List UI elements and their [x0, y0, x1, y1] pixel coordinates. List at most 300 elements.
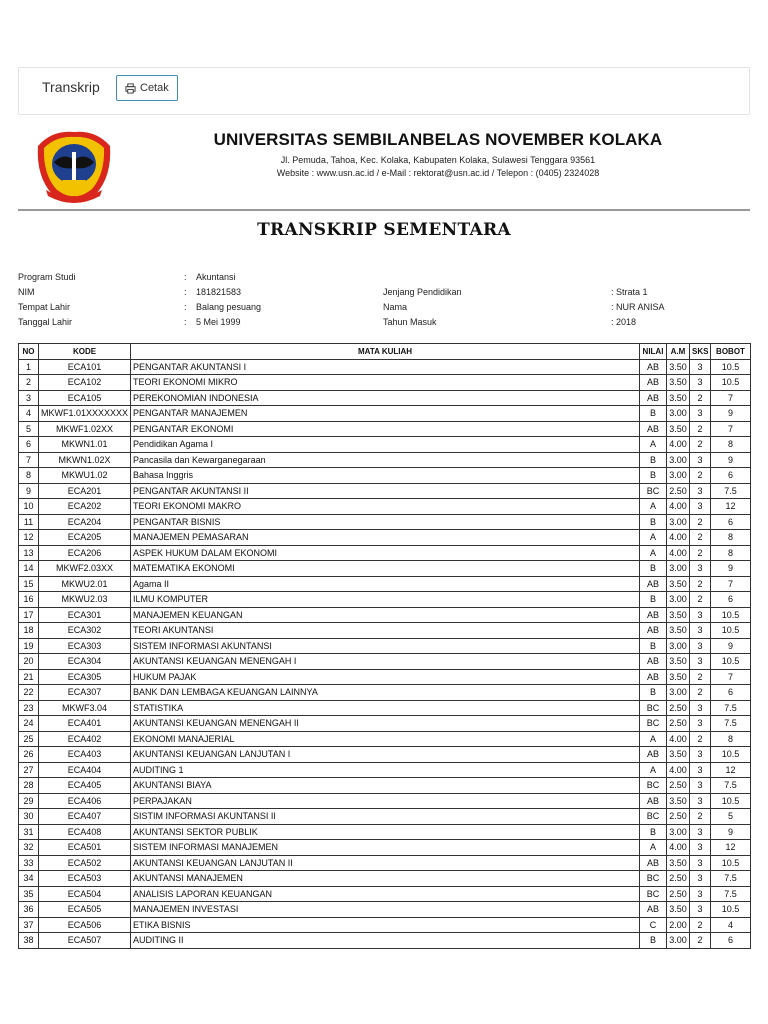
nim-value: 181821583 [196, 287, 242, 297]
row-code: ECA204 [39, 514, 131, 530]
row-code: MKWN1.01 [39, 437, 131, 453]
row-no: 33 [19, 855, 39, 871]
row-grade: B [640, 514, 667, 530]
row-grade: B [640, 561, 667, 577]
header-divider [18, 209, 750, 211]
name-label: Nama [383, 302, 408, 312]
row-no: 34 [19, 871, 39, 887]
row-weight: 8 [711, 530, 751, 546]
row-weight: 12 [711, 840, 751, 856]
row-grade: B [640, 685, 667, 701]
row-code: MKWF1.01XXXXXXX [39, 406, 131, 422]
row-grade: AB [640, 375, 667, 391]
row-sks: 2 [690, 545, 711, 561]
name-value: : NUR ANISA [611, 302, 665, 312]
table-row [19, 437, 751, 453]
row-grade: A [640, 545, 667, 561]
row-course: ETIKA BISNIS [131, 917, 640, 933]
row-no: 10 [19, 499, 39, 515]
row-no: 23 [19, 700, 39, 716]
row-code: ECA206 [39, 545, 131, 561]
birthdate-colon: : [184, 317, 187, 327]
row-am: 3.00 [667, 685, 690, 701]
table-row [19, 809, 751, 825]
row-am: 4.00 [667, 545, 690, 561]
row-weight: 6 [711, 685, 751, 701]
row-am: 3.50 [667, 359, 690, 375]
table-row [19, 654, 751, 670]
row-no: 24 [19, 716, 39, 732]
row-am: 3.50 [667, 669, 690, 685]
row-no: 15 [19, 576, 39, 592]
row-course: SISTEM INFORMASI MANAJEMEN [131, 840, 640, 856]
row-code: ECA301 [39, 607, 131, 623]
row-sks: 2 [690, 809, 711, 825]
row-no: 16 [19, 592, 39, 608]
row-am: 3.50 [667, 576, 690, 592]
table-row [19, 747, 751, 763]
row-course: AKUNTANSI SEKTOR PUBLIK [131, 824, 640, 840]
row-am: 2.50 [667, 700, 690, 716]
row-grade: B [640, 406, 667, 422]
row-weight: 7.5 [711, 483, 751, 499]
row-course: TEORI EKONOMI MAKRO [131, 499, 640, 515]
row-course: PENGANTAR MANAJEMEN [131, 406, 640, 422]
row-weight: 12 [711, 762, 751, 778]
row-code: MKWU1.02 [39, 468, 131, 484]
row-sks: 3 [690, 375, 711, 391]
row-course: AKUNTANSI KEUANGAN MENENGAH II [131, 716, 640, 732]
row-no: 28 [19, 778, 39, 794]
row-code: ECA305 [39, 669, 131, 685]
row-grade: AB [640, 623, 667, 639]
header-grade: NILAI [640, 344, 667, 360]
row-no: 30 [19, 809, 39, 825]
grades-table-body [19, 359, 751, 948]
row-code: MKWF2.03XX [39, 561, 131, 577]
table-row [19, 669, 751, 685]
row-grade: AB [640, 855, 667, 871]
row-am: 4.00 [667, 762, 690, 778]
row-no: 9 [19, 483, 39, 499]
row-no: 12 [19, 530, 39, 546]
row-weight: 7.5 [711, 716, 751, 732]
table-row [19, 576, 751, 592]
row-code: MKWU2.01 [39, 576, 131, 592]
row-course: AKUNTANSI KEUANGAN MENENGAH I [131, 654, 640, 670]
row-am: 3.00 [667, 514, 690, 530]
row-grade: AB [640, 421, 667, 437]
row-am: 3.00 [667, 452, 690, 468]
row-course: MANAJEMEN INVESTASI [131, 902, 640, 918]
row-weight: 6 [711, 933, 751, 949]
row-no: 29 [19, 793, 39, 809]
row-course: MATEMATIKA EKONOMI [131, 561, 640, 577]
row-code: MKWF3.04 [39, 700, 131, 716]
row-am: 3.50 [667, 793, 690, 809]
row-grade: B [640, 638, 667, 654]
row-sks: 2 [690, 731, 711, 747]
row-course: AKUNTANSI BIAYA [131, 778, 640, 794]
row-code: ECA404 [39, 762, 131, 778]
row-code: ECA505 [39, 902, 131, 918]
row-am: 4.00 [667, 840, 690, 856]
row-course: HUKUM PAJAK [131, 669, 640, 685]
row-am: 3.00 [667, 406, 690, 422]
row-sks: 3 [690, 638, 711, 654]
header-course: MATA KULIAH [131, 344, 640, 360]
row-sks: 3 [690, 700, 711, 716]
table-row [19, 561, 751, 577]
row-grade: AB [640, 654, 667, 670]
row-am: 2.50 [667, 778, 690, 794]
row-sks: 3 [690, 623, 711, 639]
row-weight: 7 [711, 421, 751, 437]
row-am: 2.00 [667, 917, 690, 933]
table-row [19, 700, 751, 716]
row-grade: BC [640, 871, 667, 887]
row-weight: 5 [711, 809, 751, 825]
table-row [19, 499, 751, 515]
row-sks: 2 [690, 669, 711, 685]
row-code: ECA202 [39, 499, 131, 515]
row-grade: B [640, 452, 667, 468]
row-course: PENGANTAR AKUNTANSI I [131, 359, 640, 375]
row-grade: A [640, 731, 667, 747]
row-am: 2.50 [667, 871, 690, 887]
row-grade: B [640, 933, 667, 949]
row-code: ECA506 [39, 917, 131, 933]
row-course: AKUNTANSI KEUANGAN LANJUTAN I [131, 747, 640, 763]
table-row [19, 793, 751, 809]
row-sks: 3 [690, 902, 711, 918]
program-label: Program Studi [18, 272, 76, 282]
row-weight: 6 [711, 468, 751, 484]
row-weight: 9 [711, 824, 751, 840]
row-grade: AB [640, 902, 667, 918]
row-code: MKWN1.02X [39, 452, 131, 468]
table-row [19, 933, 751, 949]
table-row [19, 840, 751, 856]
row-am: 4.00 [667, 731, 690, 747]
table-row [19, 638, 751, 654]
row-am: 3.00 [667, 561, 690, 577]
row-course: ANALISIS LAPORAN KEUANGAN [131, 886, 640, 902]
row-no: 2 [19, 375, 39, 391]
row-am: 3.50 [667, 390, 690, 406]
row-course: Pancasila dan Kewarganegaraan [131, 452, 640, 468]
row-sks: 3 [690, 778, 711, 794]
row-no: 22 [19, 685, 39, 701]
row-course: TEORI AKUNTANSI [131, 623, 640, 639]
row-weight: 10.5 [711, 607, 751, 623]
toolbar [18, 67, 750, 115]
row-weight: 6 [711, 592, 751, 608]
row-no: 7 [19, 452, 39, 468]
row-weight: 12 [711, 499, 751, 515]
row-sks: 2 [690, 437, 711, 453]
row-no: 31 [19, 824, 39, 840]
row-sks: 3 [690, 499, 711, 515]
row-course: AKUNTANSI MANAJEMEN [131, 871, 640, 887]
row-grade: A [640, 530, 667, 546]
row-weight: 7.5 [711, 778, 751, 794]
row-code: ECA408 [39, 824, 131, 840]
row-am: 3.50 [667, 623, 690, 639]
row-course: TEORI EKONOMI MIKRO [131, 375, 640, 391]
row-sks: 2 [690, 390, 711, 406]
row-no: 20 [19, 654, 39, 670]
row-weight: 8 [711, 731, 751, 747]
row-weight: 7 [711, 390, 751, 406]
row-am: 2.50 [667, 809, 690, 825]
row-code: MKWF1.02XX [39, 421, 131, 437]
row-sks: 3 [690, 607, 711, 623]
row-grade: A [640, 840, 667, 856]
row-sks: 3 [690, 824, 711, 840]
nim-colon: : [184, 287, 187, 297]
university-logo-icon [32, 126, 116, 206]
row-grade: B [640, 468, 667, 484]
row-grade: AB [640, 793, 667, 809]
row-sks: 2 [690, 514, 711, 530]
row-weight: 10.5 [711, 902, 751, 918]
table-row [19, 731, 751, 747]
row-am: 4.00 [667, 530, 690, 546]
row-code: ECA303 [39, 638, 131, 654]
row-course: PENGANTAR AKUNTANSI II [131, 483, 640, 499]
row-grade: B [640, 592, 667, 608]
row-no: 26 [19, 747, 39, 763]
row-weight: 10.5 [711, 855, 751, 871]
row-weight: 7.5 [711, 886, 751, 902]
row-am: 4.00 [667, 499, 690, 515]
row-code: ECA304 [39, 654, 131, 670]
row-weight: 10.5 [711, 654, 751, 670]
table-row [19, 592, 751, 608]
row-sks: 3 [690, 762, 711, 778]
row-code: ECA502 [39, 855, 131, 871]
row-code: ECA504 [39, 886, 131, 902]
row-am: 3.50 [667, 421, 690, 437]
row-am: 3.50 [667, 375, 690, 391]
birthplace-value: Balang pesuang [196, 302, 262, 312]
row-course: PENGANTAR EKONOMI [131, 421, 640, 437]
row-no: 3 [19, 390, 39, 406]
row-am: 2.50 [667, 716, 690, 732]
row-course: Pendidikan Agama I [131, 437, 640, 453]
row-no: 21 [19, 669, 39, 685]
row-code: MKWU2.03 [39, 592, 131, 608]
row-sks: 3 [690, 747, 711, 763]
row-weight: 8 [711, 545, 751, 561]
row-sks: 3 [690, 871, 711, 887]
row-weight: 9 [711, 406, 751, 422]
row-course: MANAJEMEN KEUANGAN [131, 607, 640, 623]
row-course: Bahasa Inggris [131, 468, 640, 484]
row-weight: 10.5 [711, 793, 751, 809]
row-grade: BC [640, 483, 667, 499]
row-sks: 2 [690, 685, 711, 701]
row-grade: AB [640, 747, 667, 763]
row-am: 3.50 [667, 902, 690, 918]
table-header-row [19, 344, 751, 360]
row-course: MANAJEMEN PEMASARAN [131, 530, 640, 546]
row-sks: 2 [690, 468, 711, 484]
row-course: ASPEK HUKUM DALAM EKONOMI [131, 545, 640, 561]
row-sks: 3 [690, 840, 711, 856]
row-code: ECA403 [39, 747, 131, 763]
row-code: ECA101 [39, 359, 131, 375]
row-course: EKONOMI MANAJERIAL [131, 731, 640, 747]
row-grade: A [640, 437, 667, 453]
row-sks: 3 [690, 406, 711, 422]
row-no: 6 [19, 437, 39, 453]
entry-year-label: Tahun Masuk [383, 317, 437, 327]
row-code: ECA405 [39, 778, 131, 794]
row-sks: 2 [690, 530, 711, 546]
row-sks: 2 [690, 917, 711, 933]
row-no: 36 [19, 902, 39, 918]
table-row [19, 452, 751, 468]
print-button-label: Cetak [140, 82, 169, 94]
row-no: 18 [19, 623, 39, 639]
row-grade: BC [640, 886, 667, 902]
row-sks: 2 [690, 592, 711, 608]
row-sks: 2 [690, 576, 711, 592]
row-no: 17 [19, 607, 39, 623]
toolbar-title: Transkrip [42, 79, 100, 95]
row-am: 3.00 [667, 824, 690, 840]
row-no: 38 [19, 933, 39, 949]
header-weight: BOBOT [711, 344, 751, 360]
row-grade: BC [640, 778, 667, 794]
table-row [19, 390, 751, 406]
row-grade: AB [640, 669, 667, 685]
table-row [19, 917, 751, 933]
table-row [19, 514, 751, 530]
row-course: PEREKONOMIAN INDONESIA [131, 390, 640, 406]
row-no: 35 [19, 886, 39, 902]
row-grade: A [640, 762, 667, 778]
row-weight: 8 [711, 437, 751, 453]
row-sks: 2 [690, 421, 711, 437]
row-weight: 9 [711, 452, 751, 468]
row-grade: AB [640, 359, 667, 375]
row-code: ECA507 [39, 933, 131, 949]
row-course: AUDITING II [131, 933, 640, 949]
row-course: PERPAJAKAN [131, 793, 640, 809]
printer-icon [125, 83, 136, 94]
row-code: ECA503 [39, 871, 131, 887]
row-no: 37 [19, 917, 39, 933]
row-course: Agama II [131, 576, 640, 592]
row-code: ECA302 [39, 623, 131, 639]
row-sks: 3 [690, 359, 711, 375]
row-no: 5 [19, 421, 39, 437]
nim-label: NIM [18, 287, 35, 297]
row-no: 19 [19, 638, 39, 654]
table-row [19, 375, 751, 391]
table-row [19, 421, 751, 437]
row-weight: 10.5 [711, 359, 751, 375]
print-button[interactable] [116, 75, 178, 101]
header-no: NO [19, 344, 39, 360]
row-sks: 3 [690, 483, 711, 499]
row-weight: 4 [711, 917, 751, 933]
row-no: 11 [19, 514, 39, 530]
level-label: Jenjang Pendidikan [383, 287, 462, 297]
row-am: 3.00 [667, 592, 690, 608]
table-row [19, 623, 751, 639]
header-code: KODE [39, 344, 131, 360]
table-row [19, 716, 751, 732]
row-no: 1 [19, 359, 39, 375]
program-value: Akuntansi [196, 272, 236, 282]
row-code: ECA406 [39, 793, 131, 809]
row-weight: 7.5 [711, 871, 751, 887]
birthplace-colon: : [184, 302, 187, 312]
row-weight: 7 [711, 669, 751, 685]
table-row [19, 855, 751, 871]
row-am: 2.50 [667, 886, 690, 902]
level-value: : Strata 1 [611, 287, 648, 297]
row-weight: 7.5 [711, 700, 751, 716]
table-row [19, 468, 751, 484]
table-row [19, 359, 751, 375]
university-contact: Website : www.usn.ac.id / e-Mail : rektorat@usn.ac.id / Telepon : (0405) 2324028 [276, 168, 600, 178]
row-code: ECA205 [39, 530, 131, 546]
table-row [19, 545, 751, 561]
header-am: A.M [667, 344, 690, 360]
row-am: 3.00 [667, 468, 690, 484]
table-row [19, 762, 751, 778]
row-grade: AB [640, 390, 667, 406]
row-grade: A [640, 499, 667, 515]
row-am: 2.50 [667, 483, 690, 499]
row-sks: 3 [690, 855, 711, 871]
row-code: ECA307 [39, 685, 131, 701]
row-no: 32 [19, 840, 39, 856]
row-am: 3.50 [667, 855, 690, 871]
row-am: 3.00 [667, 933, 690, 949]
row-weight: 10.5 [711, 747, 751, 763]
table-row [19, 406, 751, 422]
row-weight: 10.5 [711, 375, 751, 391]
row-no: 27 [19, 762, 39, 778]
birthplace-label: Tempat Lahir [18, 302, 71, 312]
document-title: TRANSKRIP SEMENTARA [257, 220, 511, 240]
row-grade: BC [640, 700, 667, 716]
row-code: ECA402 [39, 731, 131, 747]
row-sks: 3 [690, 452, 711, 468]
row-am: 3.50 [667, 747, 690, 763]
entry-year-value: : 2018 [611, 317, 637, 327]
row-code: ECA407 [39, 809, 131, 825]
table-row [19, 607, 751, 623]
table-row [19, 685, 751, 701]
row-grade: BC [640, 716, 667, 732]
row-code: ECA501 [39, 840, 131, 856]
birthdate-value: 5 Mei 1999 [196, 317, 241, 327]
program-colon: : [184, 272, 187, 282]
row-code: ECA401 [39, 716, 131, 732]
row-grade: C [640, 917, 667, 933]
row-weight: 7 [711, 576, 751, 592]
row-weight: 9 [711, 561, 751, 577]
row-sks: 3 [690, 886, 711, 902]
row-course: PENGANTAR BISNIS [131, 514, 640, 530]
